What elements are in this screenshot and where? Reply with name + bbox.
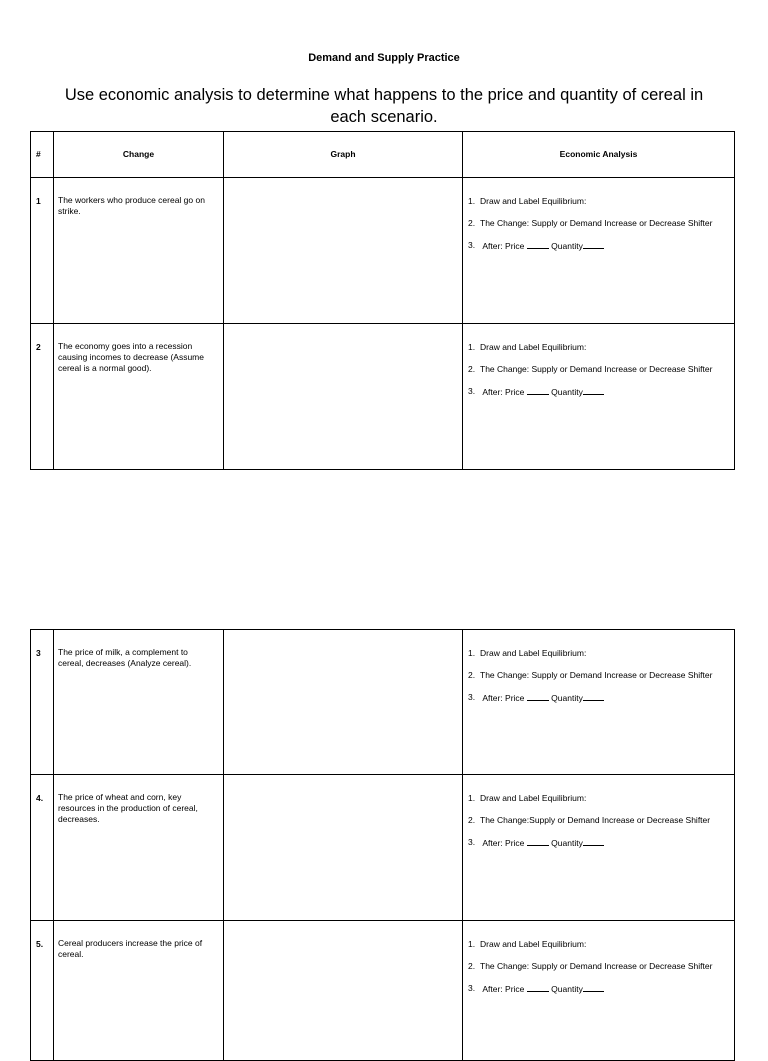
quantity-label: Quantity xyxy=(551,693,583,703)
item-text: Draw and Label Equilibrium: xyxy=(480,648,587,658)
change-text: The price of milk, a complement to cereal, decreases (Analyze cereal). xyxy=(54,630,224,775)
row-number: 4. xyxy=(31,775,54,921)
graph-area[interactable] xyxy=(224,775,463,921)
price-label: After: Price xyxy=(482,241,525,251)
item-number: 3. xyxy=(468,983,476,993)
graph-area[interactable] xyxy=(224,178,463,324)
row-number: 1 xyxy=(31,178,54,324)
item-number: 2. xyxy=(468,961,476,971)
analysis-item-2 xyxy=(468,364,728,375)
item-number: 2. xyxy=(468,815,476,825)
item-text: Draw and Label Equilibrium: xyxy=(480,793,587,803)
analysis-item-1 xyxy=(468,342,728,353)
item-text xyxy=(480,692,728,704)
quantity-blank[interactable] xyxy=(583,983,604,992)
header-num: # xyxy=(31,132,54,178)
analysis-item-3 xyxy=(468,386,728,398)
quantity-label: Quantity xyxy=(551,387,583,397)
item-number: 1. xyxy=(468,196,476,206)
worksheet-table-2 xyxy=(30,629,735,1061)
row-number: 3 xyxy=(31,630,54,775)
item-text xyxy=(480,386,728,398)
item-number: 2. xyxy=(468,364,476,374)
header-analysis: Economic Analysis xyxy=(463,132,735,178)
price-blank[interactable] xyxy=(527,983,549,992)
item-text xyxy=(480,837,728,849)
economic-analysis xyxy=(463,324,735,470)
item-number: 1. xyxy=(468,648,476,658)
analysis-item-3 xyxy=(468,692,728,704)
item-text: The Change: Supply or Demand Increase or Decrease Shifter xyxy=(480,961,713,971)
economic-analysis xyxy=(463,630,735,775)
item-text xyxy=(480,983,728,995)
analysis-item-1 xyxy=(468,793,728,804)
change-text: Cereal producers increase the price of cereal. xyxy=(54,921,224,1061)
row-number: 2 xyxy=(31,324,54,470)
table-row xyxy=(31,324,735,470)
price-blank[interactable] xyxy=(527,386,549,395)
analysis-item-2 xyxy=(468,670,728,681)
table-row xyxy=(31,178,735,324)
quantity-label: Quantity xyxy=(551,984,583,994)
price-blank[interactable] xyxy=(527,837,549,846)
price-blank[interactable] xyxy=(527,240,549,249)
item-number: 3. xyxy=(468,692,476,702)
analysis-item-2 xyxy=(468,815,728,826)
item-text: Draw and Label Equilibrium: xyxy=(480,939,587,949)
economic-analysis xyxy=(463,178,735,324)
analysis-item-3 xyxy=(468,240,728,252)
item-text: The Change:Supply or Demand Increase or Decrease Shifter xyxy=(480,815,711,825)
worksheet-table-1 xyxy=(30,131,735,470)
quantity-blank[interactable] xyxy=(583,692,604,701)
item-text: The Change: Supply or Demand Increase or Decrease Shifter xyxy=(480,670,713,680)
header-row xyxy=(31,132,735,178)
graph-area[interactable] xyxy=(224,630,463,775)
item-number: 3. xyxy=(468,240,476,250)
page-title: Demand and Supply Practice xyxy=(308,52,460,64)
item-number: 3. xyxy=(468,837,476,847)
price-label: After: Price xyxy=(482,984,525,994)
table-row xyxy=(31,630,735,775)
quantity-label: Quantity xyxy=(551,838,583,848)
graph-area[interactable] xyxy=(224,921,463,1061)
row-number: 5. xyxy=(31,921,54,1061)
change-text: The workers who produce cereal go on strike. xyxy=(54,178,224,324)
quantity-blank[interactable] xyxy=(583,837,604,846)
table-row xyxy=(31,775,735,921)
table-row xyxy=(31,921,735,1061)
analysis-item-1 xyxy=(468,939,728,950)
analysis-item-3 xyxy=(468,837,728,849)
item-number: 3. xyxy=(468,386,476,396)
graph-area[interactable] xyxy=(224,324,463,470)
price-label: After: Price xyxy=(482,693,525,703)
price-label: After: Price xyxy=(482,387,525,397)
item-number: 1. xyxy=(468,793,476,803)
item-text: The Change: Supply or Demand Increase or Decrease Shifter xyxy=(480,218,713,228)
analysis-item-2 xyxy=(468,961,728,972)
item-number: 1. xyxy=(468,939,476,949)
economic-analysis xyxy=(463,921,735,1061)
change-text: The price of wheat and corn, key resources in the production of cereal, decreases. xyxy=(54,775,224,921)
item-text: The Change: Supply or Demand Increase or Decrease Shifter xyxy=(480,364,713,374)
item-text: Draw and Label Equilibrium: xyxy=(480,342,587,352)
quantity-blank[interactable] xyxy=(583,240,604,249)
item-number: 2. xyxy=(468,218,476,228)
economic-analysis xyxy=(463,775,735,921)
item-text: Draw and Label Equilibrium: xyxy=(480,196,587,206)
header-graph: Graph xyxy=(224,132,463,178)
analysis-item-2 xyxy=(468,218,728,229)
change-text: The economy goes into a recession causing incomes to decrease (Assume cereal is a normal good). xyxy=(54,324,224,470)
header-change: Change xyxy=(54,132,224,178)
analysis-item-1 xyxy=(468,196,728,207)
item-number: 1. xyxy=(468,342,476,352)
quantity-label: Quantity xyxy=(551,241,583,251)
analysis-item-1 xyxy=(468,648,728,659)
price-blank[interactable] xyxy=(527,692,549,701)
instructions: Use economic analysis to determine what happens to the price and quantity of cereal in each scenario. xyxy=(64,86,704,126)
item-text xyxy=(480,240,728,252)
item-number: 2. xyxy=(468,670,476,680)
analysis-item-3 xyxy=(468,983,728,995)
quantity-blank[interactable] xyxy=(583,386,604,395)
price-label: After: Price xyxy=(482,838,525,848)
